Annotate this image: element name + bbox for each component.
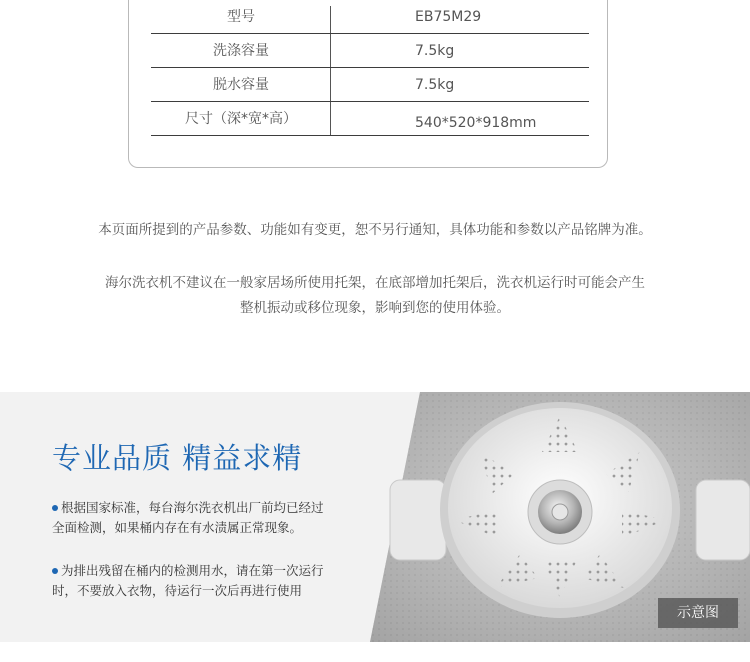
spec-divider xyxy=(151,135,589,136)
spec-label: 脱水容量 xyxy=(213,77,269,93)
spec-label: 尺寸（深*宽*高） xyxy=(185,111,297,127)
warning-text-line1: 海尔洗衣机不建议在一般家居场所使用托架，在底部增加托架后，洗衣机运行时可能会产生 xyxy=(105,275,645,291)
spec-label: 型号 xyxy=(227,9,255,25)
bullet-text: 时，不要放入衣物，待运行一次后再进行使用 xyxy=(52,583,303,598)
spec-value: 540*520*918mm xyxy=(415,115,537,131)
spec-row-spin-capacity xyxy=(151,68,589,102)
spec-row-wash-capacity xyxy=(151,34,589,68)
spec-row-dimensions xyxy=(151,102,589,136)
bullet-text: 为排出残留在桶内的检测用水，请在第一次运行 xyxy=(61,563,324,578)
illustration-badge: 示意图 xyxy=(658,598,738,628)
spec-value: EB75M29 xyxy=(415,9,482,25)
bullet-dot-icon xyxy=(52,505,58,511)
bullet-text: 根据国家标准，每台海尔洗衣机出厂前均已经过 xyxy=(61,500,324,515)
spec-row-model xyxy=(151,0,589,34)
spec-value: 7.5kg xyxy=(415,77,455,93)
quality-feature-panel xyxy=(0,392,750,642)
feature-bullet-1 xyxy=(52,498,362,538)
bullet-dot-icon xyxy=(52,568,58,574)
feature-bullet-2 xyxy=(52,561,362,601)
spec-label: 洗涤容量 xyxy=(213,43,269,59)
disclaimer-text: 本页面所提到的产品参数、功能如有变更，恕不另行通知，具体功能和参数以产品铭牌为准。 xyxy=(98,222,652,238)
bullet-text: 全面检测，如果桶内存在有水渍属正常现象。 xyxy=(52,520,303,535)
warning-text-line2: 整机振动或移位现象，影响到您的使用体验。 xyxy=(240,300,510,316)
feature-title: 专业品质 精益求精 xyxy=(52,441,303,475)
spec-value: 7.5kg xyxy=(415,43,455,59)
